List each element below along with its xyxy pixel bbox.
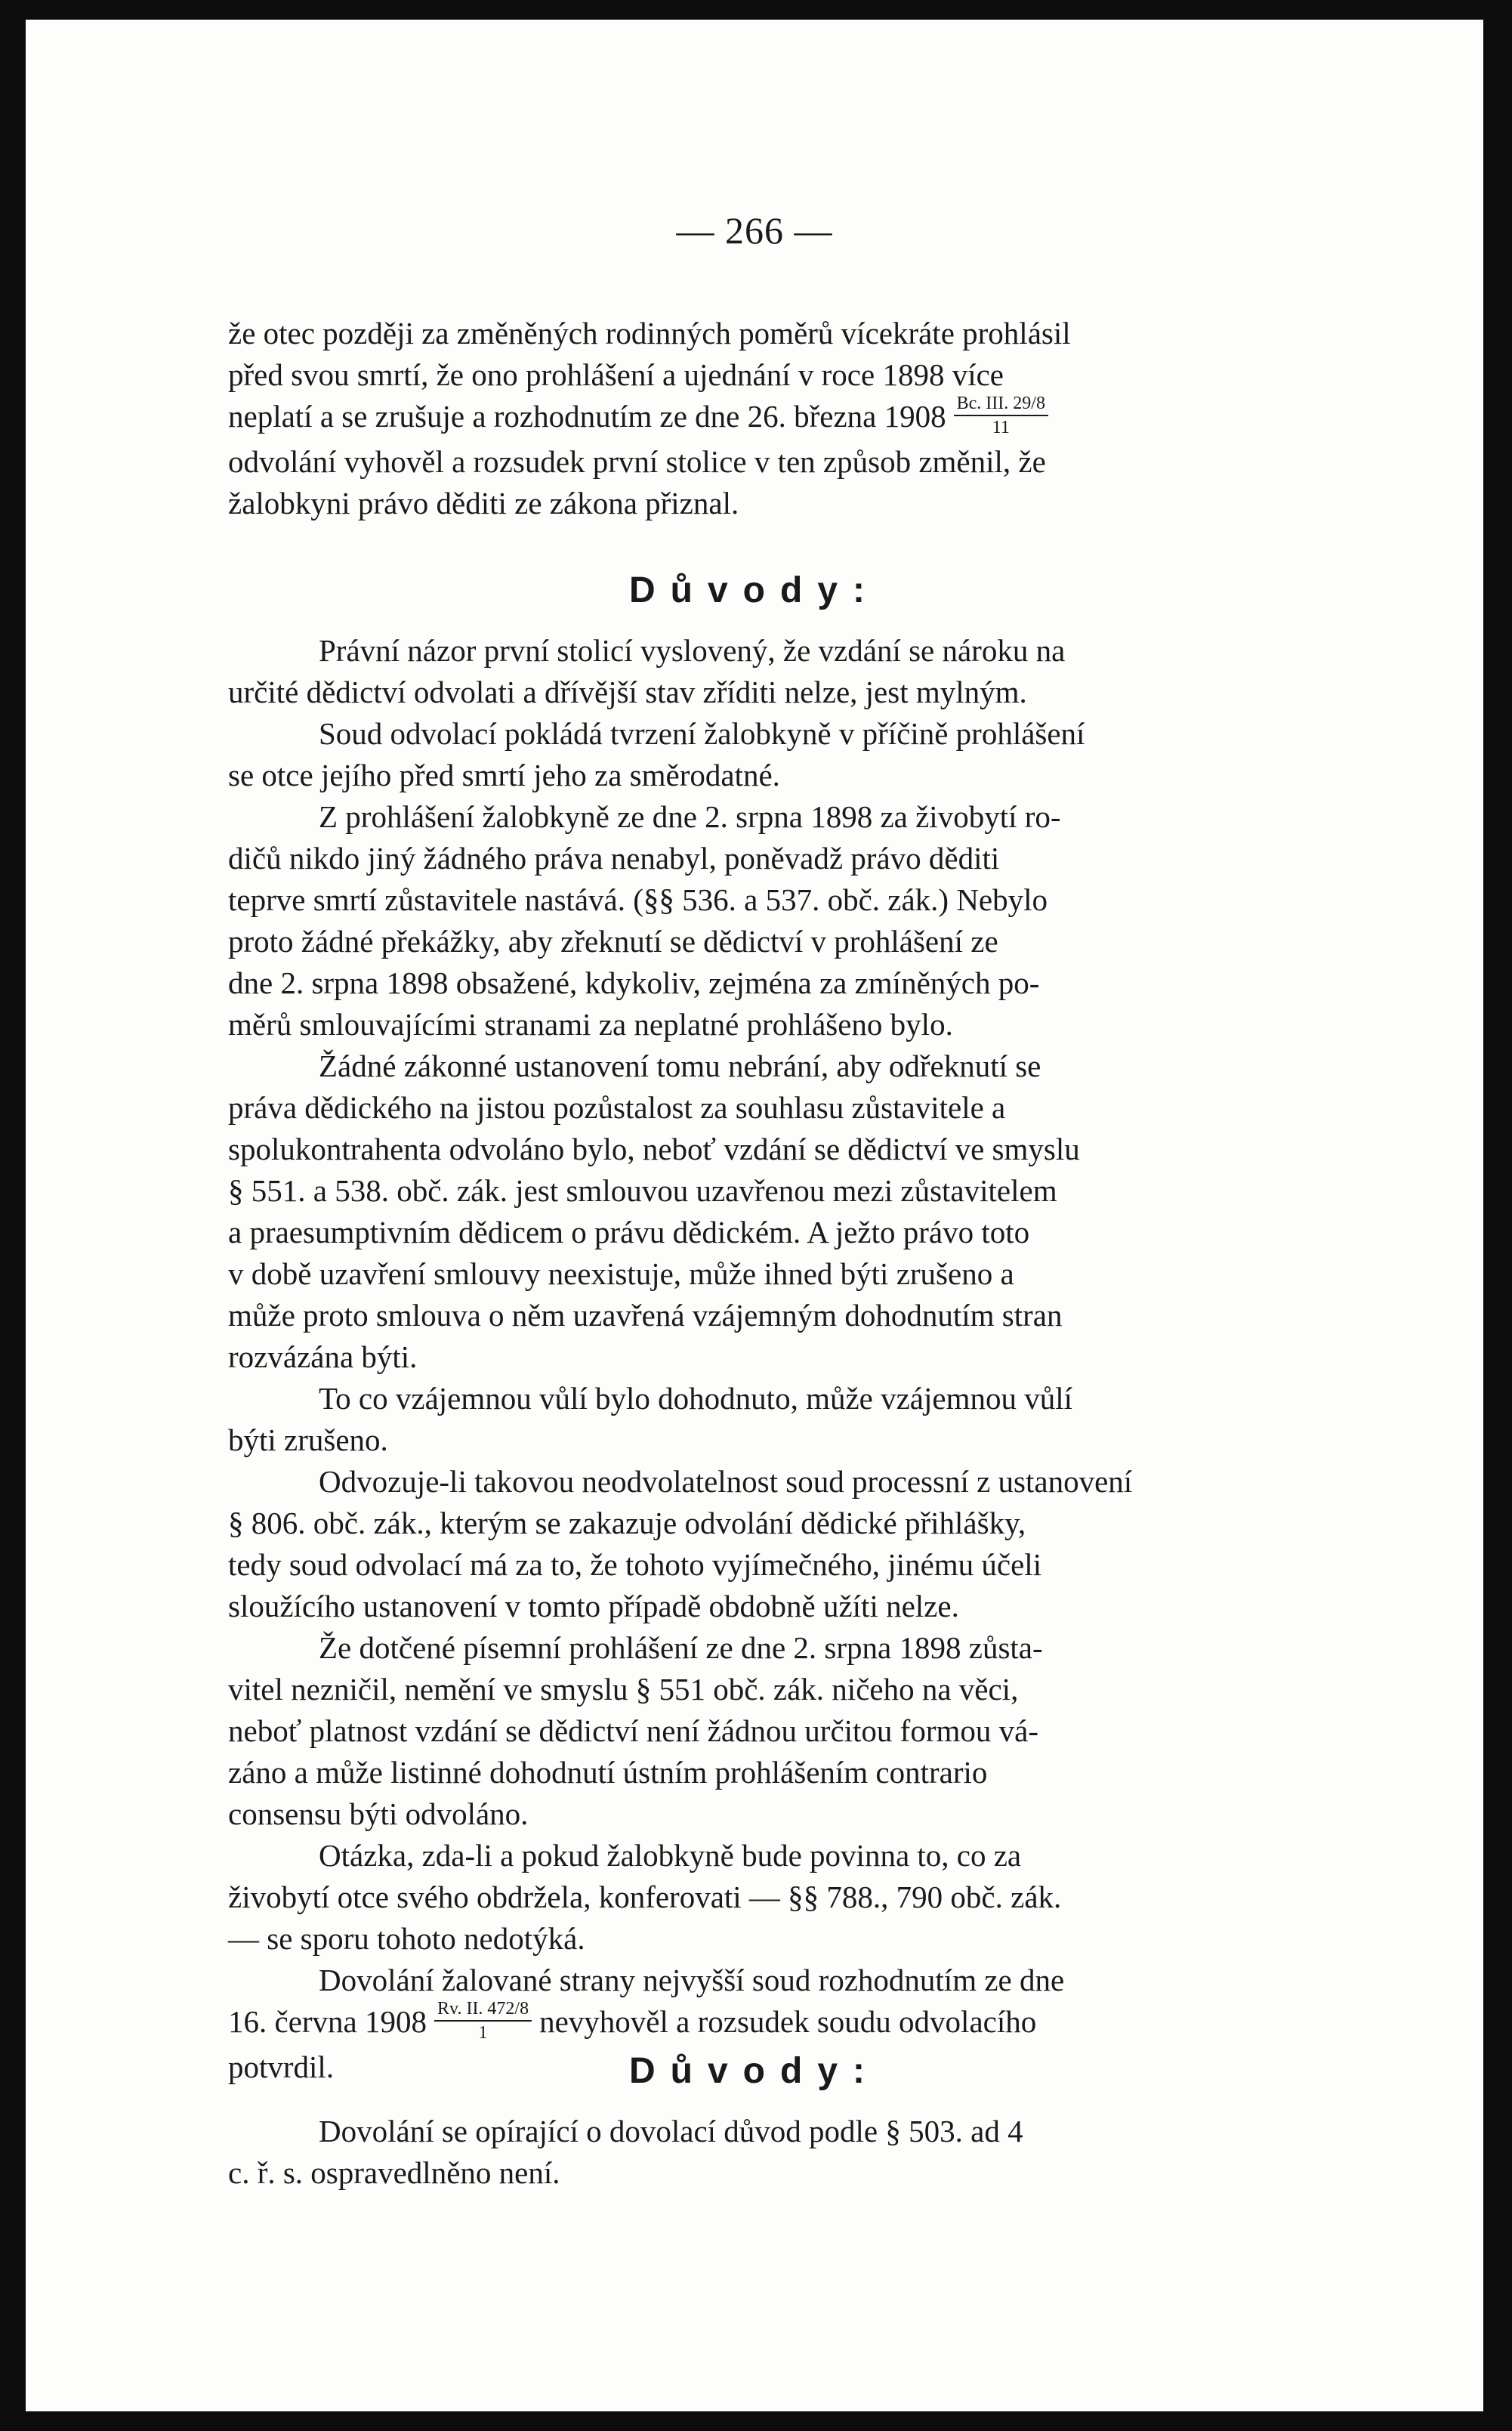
text-line: že otec později za změněných rodinných poměrů vícekráte prohlásil xyxy=(228,316,1071,351)
text-line: a praesumptivním dědicem o právu dědickém. A ježto právo toto xyxy=(228,1215,1030,1249)
text-line: tedy soud odvolací má za to, že tohoto vyjímečného, jinému účeli xyxy=(228,1547,1042,1582)
text-line: c. ř. s. ospravedlněno není. xyxy=(228,2155,560,2190)
text-line: § 551. a 538. obč. zák. jest smlouvou uzavřenou mezi zůstavitelem xyxy=(228,1173,1057,1208)
text-line: Právní názor první stolicí vyslovený, že vzdání se nároku na xyxy=(319,633,1066,668)
text-line: rozvázána býti. xyxy=(228,1339,418,1374)
text-line: před svou smrtí, že ono prohlášení a ujednání v roce 1898 více xyxy=(228,357,1004,392)
text-line: — se sporu tohoto nedotýká. xyxy=(228,1921,585,1956)
case-reference-denominator: 1 xyxy=(478,2022,488,2043)
text-line xyxy=(228,393,1396,441)
text-line: záno a může listinné dohodnutí ústním prohlášením contrario xyxy=(228,1755,988,1790)
text-fragment: 16. června 1908 xyxy=(228,2004,427,2039)
case-reference xyxy=(434,2000,532,2042)
text-line: Z prohlášení žalobkyně ze dne 2. srpna 1898 za živobytí ro- xyxy=(319,799,1061,834)
text-line: žalobkyni právo děditi ze zákona přiznal. xyxy=(228,485,739,520)
text-line: Soud odvolací pokládá tvrzení žalobkyně v příčině prohlášení xyxy=(319,716,1085,751)
text-line: Že dotčené písemní prohlášení ze dne 2. srpna 1898 zůsta- xyxy=(319,1630,1043,1665)
text-fragment: nevyhověl a rozsudek soudu odvolacího xyxy=(539,2004,1037,2039)
text-line: consensu býti odvoláno. xyxy=(228,1796,529,1831)
text-line: dne 2. srpna 1898 obsažené, kdykoliv, zejména za zmíněných po- xyxy=(228,965,1040,1000)
text-line: určité dědictví odvolati a dřívější stav zříditi nelze, jest mylným. xyxy=(228,675,1027,709)
text-line: § 806. obč. zák., kterým se zakazuje odvolání dědické přihlášky, xyxy=(228,1506,1026,1540)
text-line: měrů smlouvajícími stranami za neplatné prohlášeno bylo. xyxy=(228,1007,953,1042)
text-fragment: neplatí a se zrušuje a rozhodnutím ze dne 26. března 1908 xyxy=(228,399,946,434)
text-line: odvolání vyhověl a rozsudek první stolice v ten způsob změnil, že xyxy=(228,443,1046,479)
text-line: se otce jejího před smrtí jeho za směrodatné. xyxy=(228,758,780,792)
case-reference-number: Bc. III. 29/8 xyxy=(954,394,1048,416)
reasons-body xyxy=(228,630,1396,2088)
text-line: neboť platnost vzdání se dědictví není žádnou určitou formou vá- xyxy=(228,1713,1038,1748)
text-line: To co vzájemnou vůlí bylo dohodnuto, může vzájemnou vůlí xyxy=(319,1381,1073,1416)
text-line: Dovolání se opírající o dovolací důvod podle § 503. ad 4 xyxy=(319,2114,1023,2148)
text-line: Žádné zákonné ustanovení tomu nebrání, aby odřeknutí se xyxy=(319,1049,1041,1083)
text-line: živobytí otce svého obdržela, konferovati — §§ 788., 790 obč. zák. xyxy=(228,1880,1062,1914)
text-line: sloužícího ustanovení v tomto případě obdobně užíti nelze. xyxy=(228,1589,959,1623)
text-line: vitel nezničil, nemění ve smyslu § 551 obč. zák. ničeho na věci, xyxy=(228,1672,1019,1707)
text-line: dičů nikdo jiný žádného práva nenabyl, poněvadž právo děditi xyxy=(228,841,1000,876)
section-heading-duvody-2: Důvody: xyxy=(629,2051,880,2091)
text-line: Otázka, zda-li a pokud žalobkyně bude povinna to, co za xyxy=(319,1838,1022,1873)
page-number: — 266 — xyxy=(676,209,833,252)
text-line: může proto smlouva o něm uzavřená vzájemným dohodnutím stran xyxy=(228,1298,1063,1333)
case-reference-denominator: 11 xyxy=(992,417,1010,437)
text-line: proto žádné překážky, aby zřeknutí se dědictví v prohlášení ze xyxy=(228,924,998,959)
text-line: potvrdil. xyxy=(228,2049,335,2084)
case-reference-number: Rv. II. 472/8 xyxy=(434,2000,532,2022)
text-line: Odvozuje-li takovou neodvolatelnost soud processní z ustanovení xyxy=(319,1464,1133,1499)
text-line: Dovolání žalované strany nejvyšší soud rozhodnutím ze dne xyxy=(319,1963,1065,1997)
text-line: v době uzavření smlouvy neexistuje, může ihned býti zrušeno a xyxy=(228,1256,1014,1291)
text-line xyxy=(228,1998,1396,2046)
page xyxy=(26,20,1483,2411)
text-line: teprve smrtí zůstavitele nastává. (§§ 536. a 537. obč. zák.) Nebylo xyxy=(228,882,1048,917)
final-paragraph xyxy=(228,2111,1396,2194)
text-line: spolukontrahenta odvoláno bylo, neboť vzdání se dědictví ve smyslu xyxy=(228,1132,1080,1166)
intro-paragraph xyxy=(228,313,1396,524)
text-line: býti zrušeno. xyxy=(228,1422,388,1457)
section-heading-duvody: Důvody: xyxy=(629,570,880,610)
text-line: práva dědického na jistou pozůstalost za souhlasu zůstavitele a xyxy=(228,1090,1006,1125)
case-reference xyxy=(954,394,1048,437)
